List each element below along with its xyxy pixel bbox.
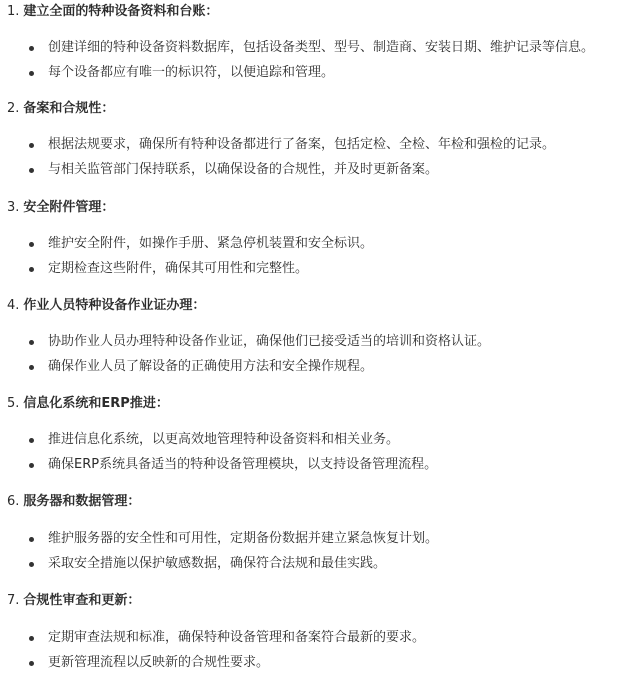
bullet-icon bbox=[29, 463, 34, 468]
list-item-text: 根据法规要求，确保所有特种设备都进行了备案，包括定检、全检、年检和强检的记录。 bbox=[48, 137, 556, 152]
section-title: 信息化系统和ERP推进： bbox=[23, 396, 169, 411]
bullet-icon bbox=[29, 242, 34, 247]
section-title: 服务器和数据管理： bbox=[23, 494, 141, 509]
section-number: 1. bbox=[7, 4, 20, 19]
section-heading bbox=[7, 296, 205, 316]
bullet-icon bbox=[29, 661, 34, 666]
section-title: 合规性审查和更新： bbox=[23, 593, 141, 608]
list-item-text: 确保ERP系统具备适当的特种设备管理模块，以支持设备管理流程。 bbox=[48, 457, 438, 472]
section-number: 7. bbox=[7, 593, 20, 608]
bullet-icon bbox=[29, 143, 34, 148]
section-number: 5. bbox=[7, 396, 20, 411]
list-item-text: 与相关监管部门保持联系，以确保设备的合规性，并及时更新备案。 bbox=[48, 162, 439, 177]
bullet-icon bbox=[29, 46, 34, 51]
list-item-text: 每个设备都应有唯一的标识符，以便追踪和管理。 bbox=[48, 65, 335, 80]
section-title: 建立全面的特种设备资料和台账： bbox=[23, 4, 219, 19]
list-item-text: 协助作业人员办理特种设备作业证，确保他们已接受适当的培训和资格认证。 bbox=[48, 334, 491, 349]
bullet-icon bbox=[29, 267, 34, 272]
section-title: 安全附件管理： bbox=[23, 200, 115, 215]
section-heading bbox=[7, 492, 140, 512]
section-number: 6. bbox=[7, 494, 20, 509]
section-number: 2. bbox=[7, 101, 20, 116]
section-heading bbox=[7, 591, 140, 611]
list-item-text: 维护安全附件，如操作手册、紧急停机装置和安全标识。 bbox=[48, 236, 374, 251]
bullet-icon bbox=[29, 636, 34, 641]
list-item-text: 更新管理流程以反映新的合规性要求。 bbox=[48, 655, 270, 670]
list-item-text: 确保作业人员了解设备的正确使用方法和安全操作规程。 bbox=[48, 359, 374, 374]
bullet-icon bbox=[29, 71, 34, 76]
list-item-text: 推进信息化系统，以更高效地管理特种设备资料和相关业务。 bbox=[48, 432, 400, 447]
section-number: 4. bbox=[7, 298, 20, 313]
section-heading bbox=[7, 2, 218, 22]
list-item-text: 创建详细的特种设备资料数据库，包括设备类型、型号、制造商、安装日期、维护记录等信息。 bbox=[48, 40, 595, 55]
bullet-icon bbox=[29, 365, 34, 370]
section-title: 作业人员特种设备作业证办理： bbox=[23, 298, 206, 313]
section-heading bbox=[7, 394, 169, 414]
bullet-icon bbox=[29, 562, 34, 567]
list-item-text: 定期检查这些附件，确保其可用性和完整性。 bbox=[48, 261, 309, 276]
bullet-icon bbox=[29, 438, 34, 443]
list-item-text: 维护服务器的安全性和可用性，定期备份数据并建立紧急恢复计划。 bbox=[48, 531, 439, 546]
section-heading bbox=[7, 99, 114, 119]
list-item-text: 采取安全措施以保护敏感数据，确保符合法规和最佳实践。 bbox=[48, 556, 387, 571]
bullet-icon bbox=[29, 340, 34, 345]
list-item-text: 定期审查法规和标准，确保特种设备管理和备案符合最新的要求。 bbox=[48, 630, 426, 645]
bullet-icon bbox=[29, 168, 34, 173]
section-title: 备案和合规性： bbox=[23, 101, 115, 116]
section-heading bbox=[7, 198, 114, 218]
bullet-icon bbox=[29, 537, 34, 542]
section-number: 3. bbox=[7, 200, 20, 215]
